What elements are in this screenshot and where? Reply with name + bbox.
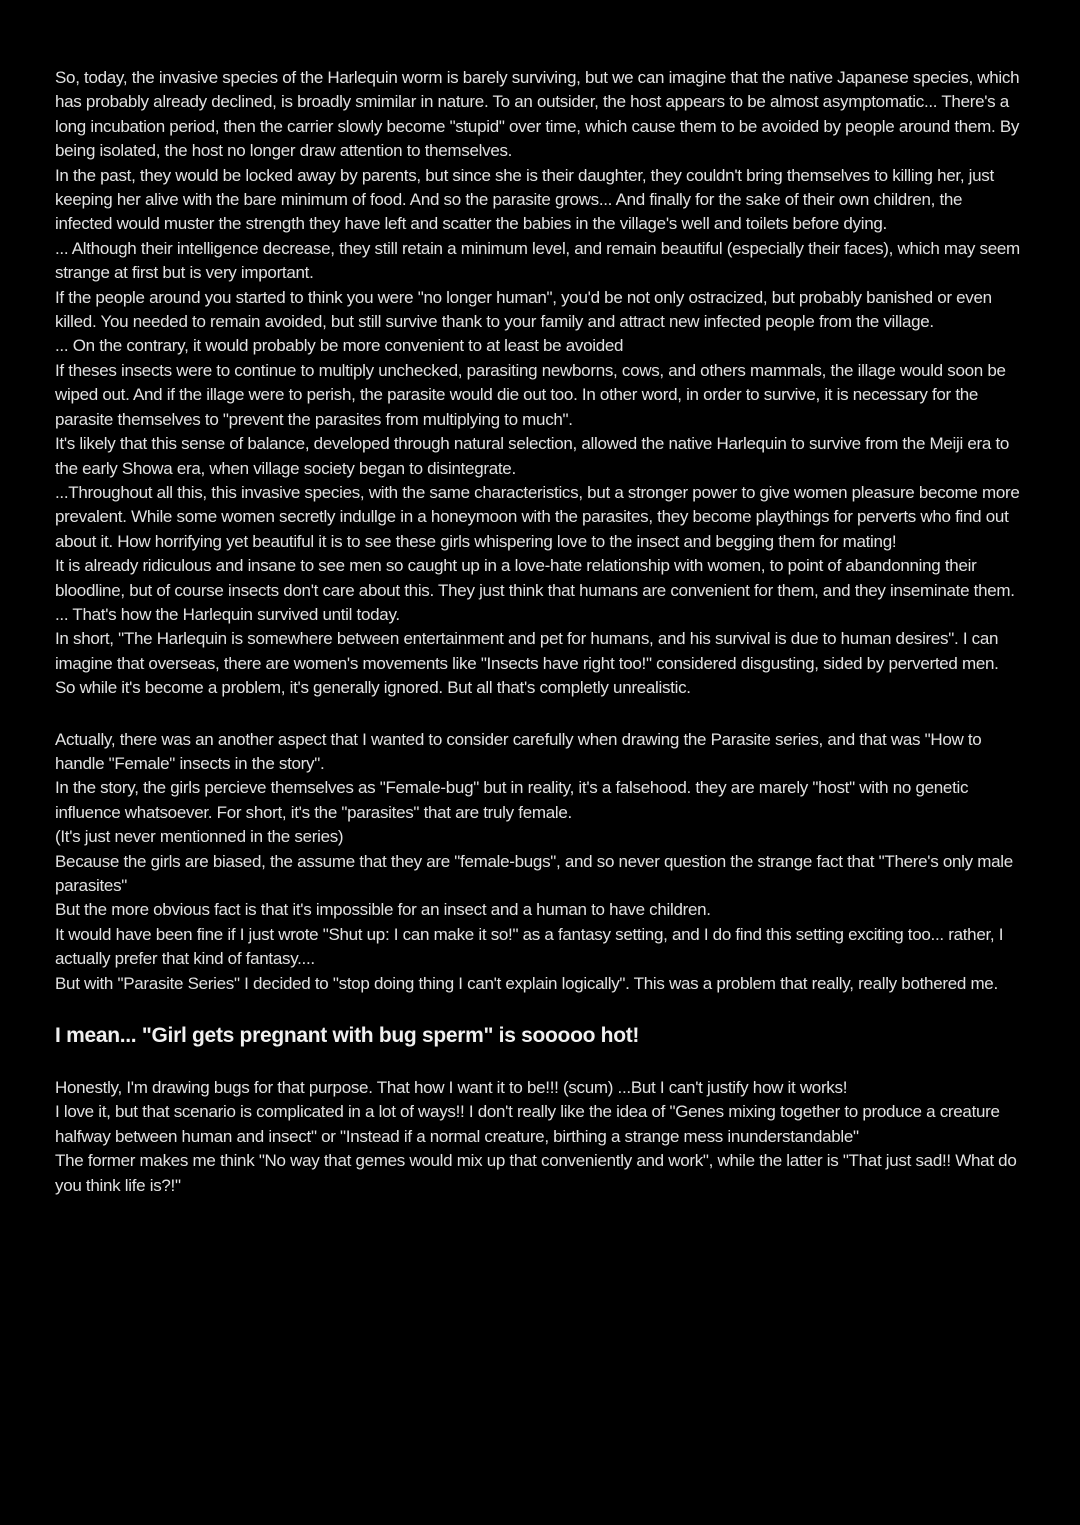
paragraph: If theses insects were to continue to multiply unchecked, parasiting newborns, cows, and others mammals, the illage would soon be wiped out. And if the illage were to perish, the parasite would die out too. In other word, in order to survive, it is necessary for the parasite themselves to "prevent the parasites from multiplying to much". xyxy=(55,360,1006,429)
paragraph: In short, "The Harlequin is somewhere between entertainment and pet for humans, and his survival is due to human desires". I can imagine that overseas, there are women's movements like "Insects have right too!" considered disgusting, sided by perverted men. So while it's become a problem, it's generally ignored. But all that's completly unrealistic. xyxy=(55,629,999,698)
paragraph: In the story, the girls percieve themselves as "Female-bug" but in reality, it's a falsehood. they are marely "host" with no genetic influence whatsoever. For short, it's the "parasites" that are truly female. xyxy=(55,778,969,822)
paragraph: (It's just never mentionned in the series) xyxy=(55,827,344,847)
paragraph: Because the girls are biased, the assume that they are "female-bugs", and so never question the strange fact that "There's only male parasites" xyxy=(55,851,1013,895)
paragraph: It would have been fine if I just wrote "Shut up: I can make it so!" as a fantasy setting, and I do find this setting exciting too... rather, I actually prefer that kind of fantasy.... xyxy=(55,924,1004,969)
paragraph: Honestly, I'm drawing bugs for that purpose. That how I want it to be!!! (scum) ...But I can't justify how it works! xyxy=(55,1078,848,1098)
paragraph: ... That's how the Harlequin survived until today. xyxy=(55,604,400,624)
paragraph: The former makes me think "No way that gemes would mix up that conveniently and work", while the latter is "That just sad!! What do you think life is?!" xyxy=(55,1151,1017,1195)
paragraph: But the more obvious fact is that it's impossible for an insect and a human to have children. xyxy=(55,900,711,920)
paragraph: ... On the contrary, it would probably be more convenient to at least be avoided xyxy=(55,336,624,356)
paragraph: If the people around you started to think you were "no longer human", you'd be not only ostracized, but probably banished or even killed. You needed to remain avoided, but still survive thank to your family and attract new infected people from the village. xyxy=(55,287,992,332)
commentary-text-column xyxy=(55,66,1020,1198)
paragraph: ... Although their intelligence decrease, they still retain a minimum level, and remain beautiful (especially their faces), which may seem strange at first but is very important. xyxy=(55,238,1020,283)
paragraph: So, today, the invasive species of the Harlequin worm is barely surviving, but we can imagine that the native Japanese species, which has probably already declined, is broadly smimilar in nature. To an outsider, the host appears to be almost asymptomatic... There's a long incubation period, then the carrier slowly become "stupid" over time, which cause them to be avoided by people around them. By being isolated, the host no longer draw attention to themselves. xyxy=(55,68,1020,161)
paragraph: It is already ridiculous and insane to see men so caught up in a love-hate relationship with women, to point of abandonning their bloodline, but of course insects don't care about this. They just think that humans are convenient for them, and they inseminate them. xyxy=(55,556,1015,600)
paragraph: In the past, they would be locked away by parents, but since she is their daughter, they couldn't bring themselves to killing her, just keeping her alive with the bare minimum of food. And so the parasite grows... And finally for the sake of their own children, the infected would muster the strength they have left and scatter the babies in the village's well and toilets before dying. xyxy=(55,165,994,234)
paragraph: ...Throughout all this, this invasive species, with the same characteristics, but a stronger power to give women pleasure become more prevalent. While some women secretly indullge in a honeymoon with the parasites, they become playthings for perverts who find out about it. How horrifying yet beautiful it is to see these girls whispering love to the insect and begging them for mating! xyxy=(55,482,1020,551)
paragraph: It's likely that this sense of balance, developed through natural selection, allowed the native Harlequin to survive from the Meiji era to the early Showa era, when village society began to disintegrate. xyxy=(55,434,1010,478)
paragraph: Actually, there was an another aspect that I wanted to consider carefully when drawing the Parasite series, and that was "How to handle "Female" insects in the story". xyxy=(55,729,982,773)
section-heading: I mean... "Girl gets pregnant with bug sperm" is sooooo hot! xyxy=(55,1024,640,1048)
paragraph: I love it, but that scenario is complicated in a lot of ways!! I don't really like the idea of "Genes mixing together to produce a creature halfway between human and insect" or "Instead if a normal creature, birthing a strange mess inunderstandable" xyxy=(55,1102,1000,1146)
paragraph: But with "Parasite Series" I decided to "stop doing thing I can't explain logically". This was a problem that really, really bothered me. xyxy=(55,973,998,993)
